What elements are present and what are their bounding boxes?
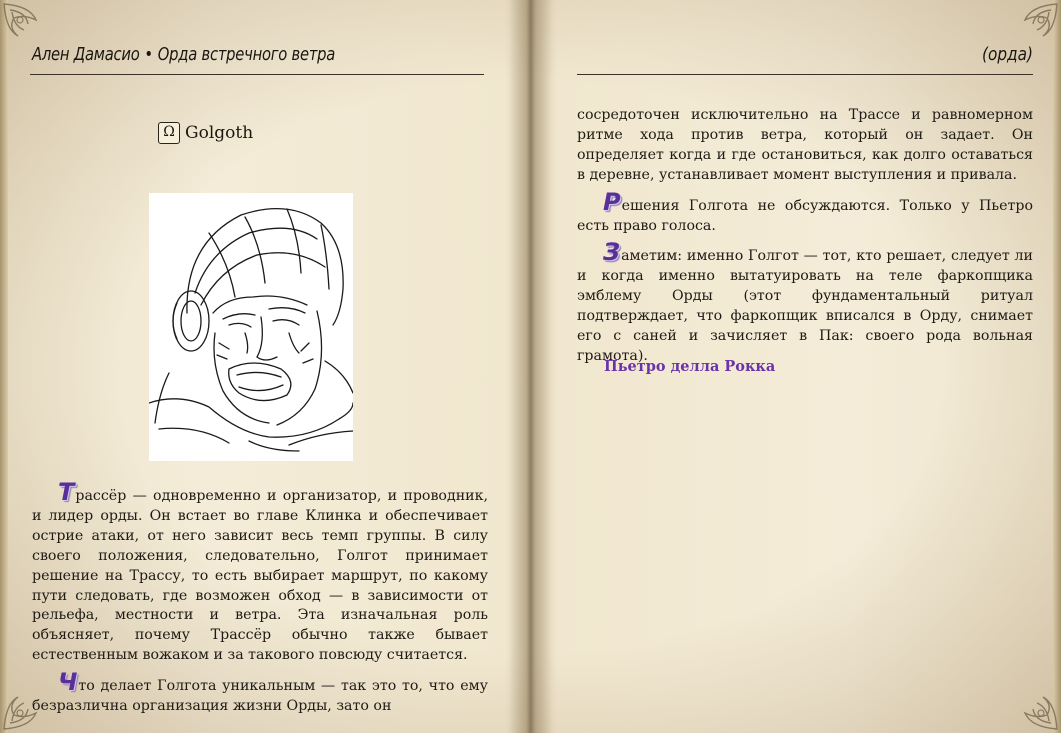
paragraph-text: аметим: именно Голгот — тот, кто решает, следует ли и когда именно вытатуировать на теле фаркопщика эмблему Орды (этот фундаментальный ритуал подтверждает, что фаркопщик вписался в Орду, снимает его с саней и зачисляет в Пак: своего рода вольная грамота).: [577, 248, 1033, 364]
header-book-title: Орда встречного ветра: [157, 44, 336, 65]
drop-cap: З: [603, 238, 621, 267]
right-page-edge: [1053, 0, 1061, 733]
paragraph-continuation: сосредоточен исключительно на Трассе и равномерном ритме хода против ветра, который он задает. Он определяет когда и где остановиться, как долго оставаться в деревне, устанавливает момент выступления и привала.: [577, 107, 1033, 183]
golgoth-portrait-illustration: [149, 193, 353, 461]
book-spine: [505, 0, 557, 733]
right-page-text: [577, 106, 1033, 376]
drop-cap: Р: [603, 187, 621, 216]
header-rule-right: [577, 74, 1033, 75]
running-header-right: (орда): [982, 44, 1033, 65]
author-signature: Пьетро делла Рокка: [604, 358, 776, 375]
paragraph: [32, 478, 488, 666]
left-page-text: [32, 478, 488, 726]
paragraph: [577, 238, 1033, 366]
figure-caption: [158, 122, 253, 144]
corner-ornament-icon: [991, 663, 1061, 733]
paragraph: [32, 668, 488, 717]
drop-cap: Ч: [58, 668, 78, 697]
running-header-left: [32, 44, 403, 65]
omega-symbol-icon: Ω: [158, 122, 180, 144]
header-separator: •: [144, 44, 153, 65]
paragraph-text: то делает Голгота уникальным — так это то, что ему безразлична организация жизни Орды, зато он: [32, 678, 488, 715]
paragraph-text: рассёр — одновременно и организатор, и проводник, и лидер орды. Он встает во главе Клинка и обеспечивает острие атаки, от него зависит весь темп группы. В силу своего положения, следовательно, Голгот принимает решение на Трассу, то есть выбирает маршрут, по какому пути следовать, где возможен обход — в зависимости от рельефа, местности и ветра. Эта изначальная роль объясняет, почему Трассёр обычно также бывает естественным вожаком и за такового повсюду считается.: [32, 488, 488, 664]
paragraph: [577, 187, 1033, 237]
drop-cap: Т: [58, 478, 75, 506]
paragraph-text: ешения Голгота не обсуждаются. Только у Пьетро есть право голоса.: [577, 197, 1033, 234]
left-page-edge: [0, 0, 8, 733]
header-author: Ален Дамасио: [32, 44, 140, 65]
figure-caption-text: Golgoth: [185, 123, 254, 143]
header-rule-left: [30, 74, 484, 75]
